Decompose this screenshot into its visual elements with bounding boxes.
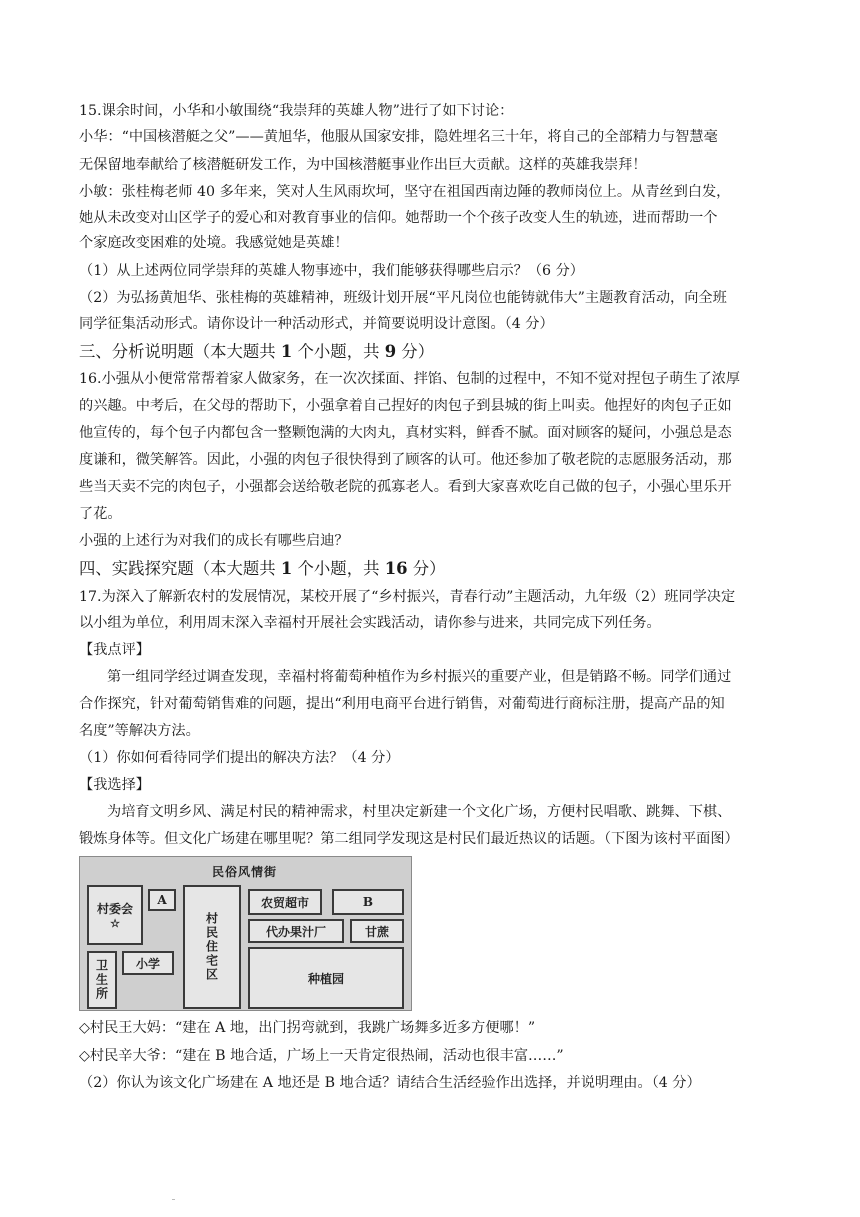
map-sugarcane: 甘蔗 <box>350 919 404 943</box>
q15-xiaomin-line-1: 小敏：张桂梅老师 40 多年来，笑对人生风雨坎坷，坚守在祖国西南边陲的教师岗位上。从青丝到白发， <box>79 184 731 200</box>
q15-sub-question-2-line-2: 同学征集活动形式。请你设计一种活动形式，并简要说明设计意图。（4 分） <box>79 316 554 332</box>
star-icon: ☆ <box>110 917 120 930</box>
q17-group1-line-3: 名度”等解决方法。 <box>79 723 200 739</box>
map-site-b: B <box>332 889 404 915</box>
q15-xiaohua-line-2: 无保留地奉献给了核潜艇研发工作，为中国核潜艇事业作出巨大贡献。这样的英雄我崇拜！ <box>79 157 647 173</box>
village-map-figure <box>79 856 412 1011</box>
section-4-score: 16 <box>384 559 408 578</box>
section-3-count: 1 <box>280 342 293 361</box>
section-4-suffix: 分） <box>407 559 446 578</box>
q17-sub-question-2: （2）你认为该文化广场建在 A 地还是 B 地合适？请结合生活经验作出选择，并说明理由。（4 分） <box>79 1075 701 1091</box>
map-residential-area: 村民住宅区 <box>183 885 241 1009</box>
q17-line-2: 以小组为单位，利用周末深入幸福村开展社会实践活动，请你参与进来，共同完成下列任务。 <box>79 615 661 631</box>
section-3-heading <box>79 341 434 363</box>
section-3-prefix: 三、分析说明题（本大题共 <box>79 342 281 361</box>
q16-line-1: 16.小强从小便常常帮着家人做家务，在一次次揉面、拌馅、包制的过程中，不知不觉对捏包子萌生了浓厚 <box>79 371 741 387</box>
page-mark <box>172 1199 175 1200</box>
q15-sub-question-1: （1）从上述两位同学崇拜的英雄人物事迹中，我们能够获得哪些启示？（6 分） <box>79 263 584 279</box>
section-3-mid: 个小题，共 <box>292 342 385 361</box>
q17-sub-question-1: （1）你如何看待同学们提出的解决方法？（4 分） <box>79 750 400 766</box>
map-label-street: 民俗风情街 <box>212 865 278 879</box>
q16-question: 小强的上述行为对我们的成长有哪些启迪？ <box>79 533 349 549</box>
map-clinic: 卫生所 <box>87 951 117 1009</box>
map-site-a: A <box>148 889 176 911</box>
q17-villager-xin: ◇村民辛大爷：“建在 B 地合适，广场上一天肯定很热闹，活动也很丰富……” <box>79 1048 564 1064</box>
q16-line-6: 了花。 <box>79 506 122 522</box>
q15-sub-question-2-line-1: （2）为弘扬黄旭华、张桂梅的英雄精神，班级计划开展“平凡岗位也能铸就伟大”主题教育活动，向全班 <box>79 290 727 306</box>
q17-group1-line-2: 合作探究，针对葡萄销售难的问题，提出“利用电商平台进行销售，对葡萄进行商标注册，提高产品的知 <box>79 696 725 712</box>
section-4-mid: 个小题，共 <box>292 559 385 578</box>
section-4-heading <box>79 558 446 580</box>
q16-line-4: 度谦和，微笑解答。因此，小强的肉包子很快得到了顾客的认可。他还参加了敬老院的志愿服务活动，那 <box>79 452 732 468</box>
q16-line-2: 的兴趣。中考后，在父母的帮助下，小强拿着自己捏好的肉包子到县城的街上叫卖。他捏好的肉包子正如 <box>79 398 732 414</box>
q15-xiaomin-line-3: 个家庭改变困难的处境。我感觉她是英雄！ <box>79 235 349 251</box>
section-3-suffix: 分） <box>396 342 435 361</box>
section-4-count: 1 <box>280 559 293 578</box>
q15-intro: 15.课余时间，小华和小敏围绕“我崇拜的英雄人物”进行了如下讨论： <box>79 103 514 119</box>
q17-group1-line-1: 第一组同学经过调查发现，幸福村将葡萄种植作为乡村振兴的重要产业，但是销路不畅。同学们通过 <box>107 669 732 685</box>
q16-line-5: 些当天卖不完的肉包子，小强都会送给敬老院的孤寡老人。看到大家喜欢吃自己做的包子，小强心里乐开 <box>79 479 732 495</box>
q17-group2-line-2: 锻炼身体等。但文化广场建在哪里呢？第二组同学发现这是村民们最近热议的话题。（下图为该村平面图） <box>79 831 739 847</box>
q17-villager-wang: ◇村民王大妈：“建在 A 地，出门拐弯就到，我跳广场舞多近多方便哪！” <box>79 1020 536 1036</box>
q15-xiaohua-line-1: 小华：“中国核潜艇之父”——黄旭华，他服从国家安排，隐姓埋名三十年，将自己的全部精力与智慧毫 <box>79 129 718 145</box>
q17-tag-choice: 【我选择】 <box>79 777 150 793</box>
q17-tag-comment: 【我点评】 <box>79 642 150 658</box>
map-village-committee <box>87 885 143 945</box>
map-plantation: 种植园 <box>248 947 404 1009</box>
map-primary-school: 小学 <box>122 951 174 975</box>
q17-line-1: 17.为深入了解新农村的发展情况，某校开展了“乡村振兴，青春行动”主题活动，九年级（2）班同学决定 <box>79 589 736 605</box>
q17-group2-line-1: 为培育文明乡风、满足村民的精神需求，村里决定新建一个文化广场，方便村民唱歌、跳舞、下棋、 <box>107 804 732 820</box>
section-3-score: 9 <box>384 342 397 361</box>
q16-line-3: 他宣传的，每个包子内都包含一整颗饱满的大肉丸，真材实料，鲜香不腻。面对顾客的疑问，小强总是态 <box>79 425 732 441</box>
map-farm-market: 农贸超市 <box>248 889 322 915</box>
map-label-committee: 村委会 <box>96 902 133 916</box>
section-4-prefix: 四、实践探究题（本大题共 <box>79 559 281 578</box>
q15-xiaomin-line-2: 她从未改变对山区学子的爱心和对教育事业的信仰。她帮助一个个孩子改变人生的轨迹，进而帮助一个 <box>79 210 718 226</box>
map-juice-factory: 代办果汁厂 <box>248 919 344 943</box>
